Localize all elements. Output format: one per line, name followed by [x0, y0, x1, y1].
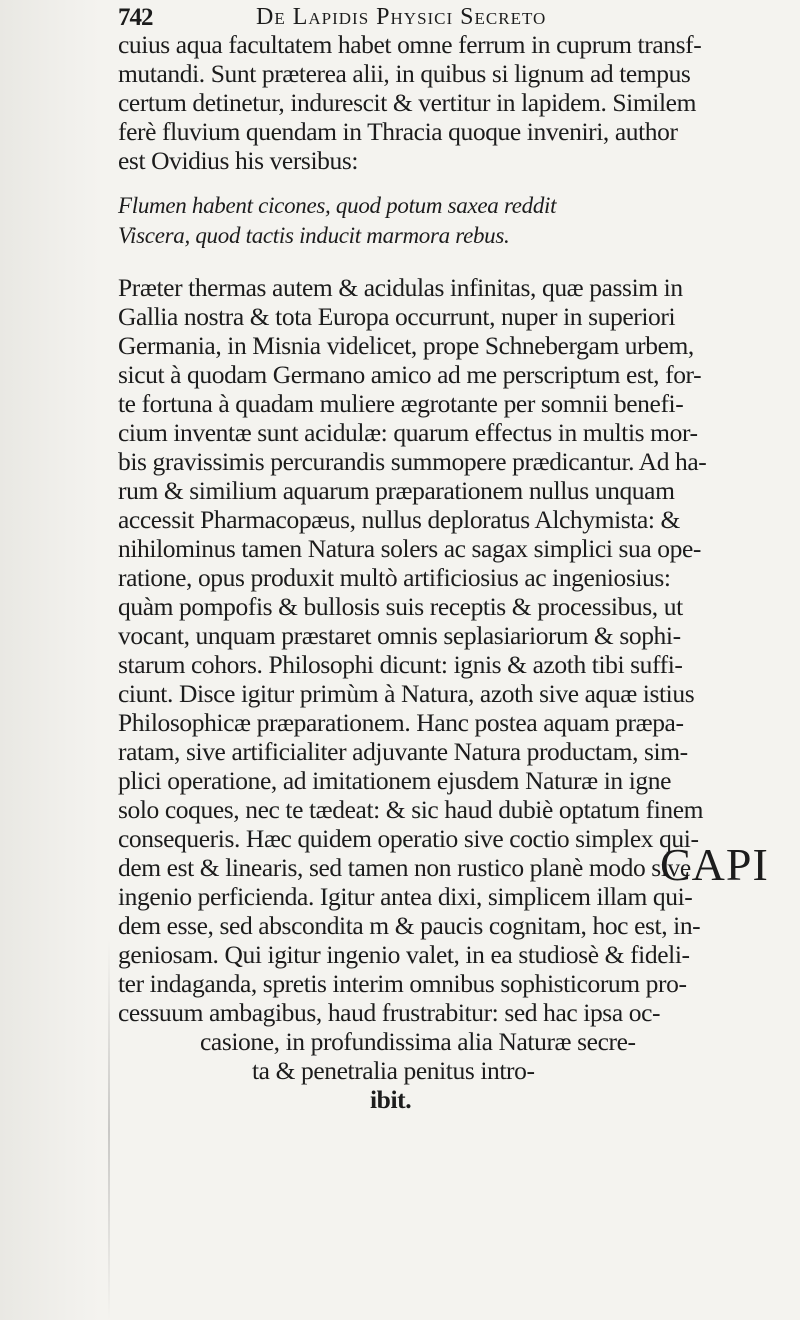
text-line: quàm pompofis & bullosis suis receptis & processibus, ut: [118, 592, 683, 621]
page-gutter: [0, 0, 100, 1320]
text-line: ibit.: [370, 1085, 412, 1114]
running-title: De Lapidis Physici Secreto: [256, 4, 547, 30]
text-line: Germania, in Misnia videlicet, prope Schnebergam urbem,: [118, 331, 694, 360]
text-line: cessuum ambagibus, haud frustrabitur: sed hac ipsa oc-: [118, 998, 661, 1027]
text-line: Gallia nostra & tota Europa occurrunt, nuper in superiori: [118, 302, 676, 331]
text-line: solo coques, nec te tædeat: & sic haud dubiè optatum finem: [118, 795, 704, 824]
text-line: vocant, unquam præstaret omnis seplasiariorum & sophi-: [118, 621, 681, 650]
verse-line: Flumen habent cicones, quod potum saxea reddit: [118, 193, 557, 218]
page-fold-shadow: [108, 940, 110, 1320]
text-line: accessit Pharmacopæus, nullus deploratus Alchymista: &: [118, 505, 680, 534]
text-line: ferè fluvium quendam in Thracia quoque inveniri, author: [118, 117, 678, 146]
text-line: nihilominus tamen Natura solers ac sagax simplici sua ope-: [118, 534, 701, 563]
text-line: sicut à quodam Germano amico ad me perscriptum est, for-: [118, 360, 702, 389]
text-line: ratam, sive artificialiter adjuvante Natura productam, sim-: [118, 737, 688, 766]
text-line: mutandi. Sunt præterea alii, in quibus si lignum ad tempus: [118, 59, 691, 88]
page-number: 742: [118, 4, 153, 31]
text-line: bis gravissimis percurandis summopere prædicantur. Ad ha-: [118, 447, 707, 476]
text-line: Præter thermas autem & acidulas infinitas, quæ passim in: [118, 273, 683, 302]
text-line: cium inventæ sunt acidulæ: quarum effectus in multis mor-: [118, 418, 698, 447]
text-line: est Ovidius his versibus:: [118, 146, 359, 175]
text-line: plici operatione, ad imitationem ejusdem Naturæ in igne: [118, 766, 672, 795]
catchword: CAPI: [660, 839, 769, 890]
text-line: cuius aqua facultatem habet omne ferrum in cuprum transf-: [118, 30, 702, 59]
text-line: ingenio perficienda. Igitur antea dixi, simplicem illam qui-: [118, 882, 693, 911]
text-line: ter indaganda, spretis interim omnibus sophisticorum pro-: [118, 969, 687, 998]
text-line: certum detinetur, indurescit & vertitur in lapidem. Similem: [118, 88, 697, 117]
text-line: Philosophicæ præparationem. Hanc postea aquam præpa-: [118, 708, 684, 737]
text-line: rum & similium aquarum præparationem nullus unquam: [118, 476, 675, 505]
text-line: casione, in profundissima alia Naturæ secre-: [200, 1027, 636, 1056]
text-line: te fortuna à quadam muliere ægrotante per somnii benefi-: [118, 389, 684, 418]
text-line: dem est & linearis, sed tamen non rustico planè modo sive: [118, 853, 691, 882]
text-line: ciunt. Disce igitur primùm à Natura, azoth sive aquæ istius: [118, 679, 695, 708]
text-line: ta & penetralia penitus intro-: [252, 1056, 535, 1085]
text-line: starum cohors. Philosophi dicunt: ignis & azoth tibi suffi-: [118, 650, 683, 679]
text-line: geniosam. Qui igitur ingenio valet, in ea studiosè & fideli-: [118, 940, 690, 969]
text-line: ratione, opus produxit multò artificiosius ac ingeniosius:: [118, 563, 671, 592]
text-line: consequeris. Hæc quidem operatio sive coctio simplex qui-: [118, 824, 699, 853]
text-line: dem esse, sed abscondita m & paucis cognitam, hoc est, in-: [118, 911, 701, 940]
verse-line: Viscera, quod tactis inducit marmora rebus.: [118, 223, 510, 248]
